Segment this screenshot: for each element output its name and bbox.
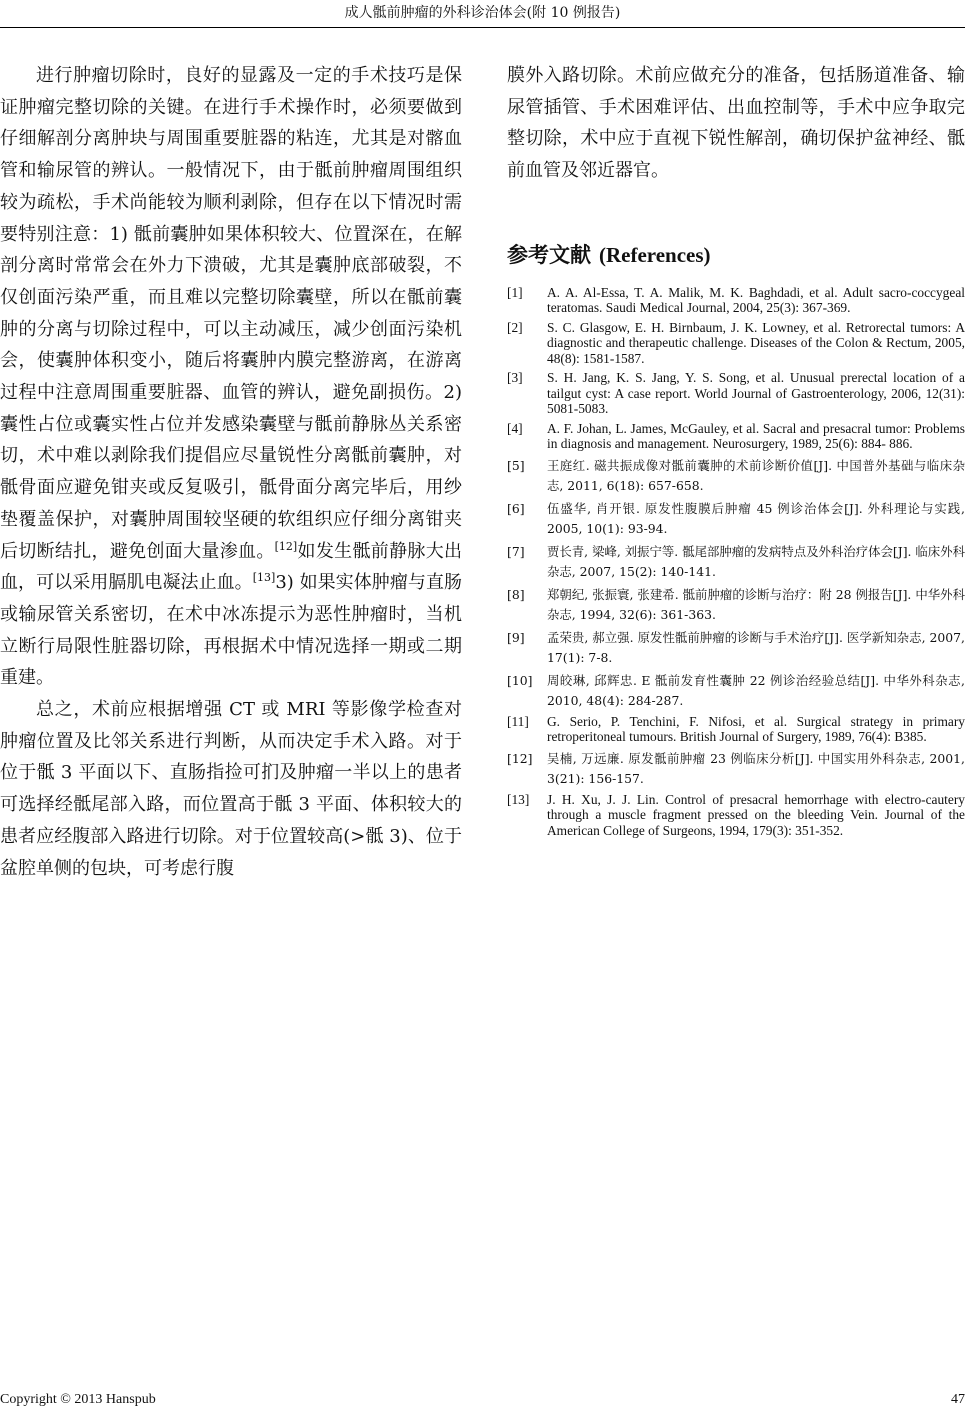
paragraph-text: 如发生骶前静脉大出血，可以采用膈肌电凝法止血。 xyxy=(0,540,463,594)
reference-number: [4] xyxy=(507,420,523,436)
reference-item xyxy=(507,671,965,712)
body-paragraph: 膜外入路切除。术前应做充分的准备，包括肠道准备、输尿管插管、手术困难评估、出血控制等，手术中应争取完整切除，术中应于直视下锐性解剖，确切保护盆神经、骶前血管及邻近器官。 xyxy=(507,65,965,182)
reference-text: S. H. Jang, K. S. Jang, Y. S. Song, et al. Unusual prerectal location of a tailgut cyst: A case report. World Journal of Gastroenterology, 2006, 12(31): 5081-5083. xyxy=(547,370,965,417)
reference-text: 伍盛华, 肖开银. 原发性腹膜后肿瘤 45 例诊治体会[J]. 外科理论与实践, 2005, 10(1): 93-94. xyxy=(547,500,965,537)
reference-text: J. H. Xu, J. J. Lin. Control of presacral hemorrhage with electro-cautery through a muscle fragment pressed on the bleeding Vein. Journal of the American College of Surgeons, 1994, 179(3): 351-352. xyxy=(547,791,965,838)
reference-item xyxy=(507,370,965,417)
reference-number: [5] xyxy=(507,457,525,473)
reference-text: 王庭红. 磁共振成像对骶前囊肿的术前诊断价值[J]. 中国普外基础与临床杂志, 2011, 6(18): 657-658. xyxy=(547,457,965,494)
reference-text: G. Serio, P. Tenchini, F. Nifosi, et al. Surgical strategy in primary retroperitoneal tumours. British Journal of Surgery, 1989, 76(4): B385. xyxy=(547,713,965,745)
body-paragraph: 总之，术前应根据增强 CT 或 MRI 等影像学检查对肿瘤位置及比邻关系进行判断，从而决定手术入路。对于位于骶 3 平面以下、直肠指捡可扪及肿瘤一半以上的患者可选择经骶尾部入路，而位置高于骶 3 平面、体积较大的患者应经腹部入路进行切除。对于位置较高(>骶 3)、位于盆腔单侧的包块，可考虑行腹 xyxy=(0,699,462,879)
reference-number: [9] xyxy=(507,629,525,645)
reference-item xyxy=(507,628,965,669)
reference-item xyxy=(507,285,965,316)
reference-number: [10] xyxy=(507,672,533,688)
references-heading-cn: 参考文献 xyxy=(507,241,591,267)
reference-number: [13] xyxy=(507,791,530,807)
reference-number: [7] xyxy=(507,543,525,559)
reference-text: S. C. Glasgow, E. H. Birnbaum, J. K. Lowney, et al. Retrorectal tumors: A diagnostic and therapeutic challenge. Diseases of the Colon & Rectum, 2005, 48(8): 1581-1587. xyxy=(547,319,965,366)
reference-text: 吴楠, 万远廉. 原发骶前肿瘤 23 例临床分析[J]. 中国实用外科杂志, 2001, 3(21): 156-157. xyxy=(547,750,965,787)
reference-item xyxy=(507,792,965,839)
reference-number: [8] xyxy=(507,586,525,602)
reference-number: [11] xyxy=(507,713,529,729)
reference-text: 周皎琳, 邱辉忠. E 骶前发育性囊肿 22 例诊治经验总结[J]. 中华外科杂志, 2010, 48(4): 284-287. xyxy=(547,672,965,709)
reference-item xyxy=(507,320,965,367)
running-header: 成人骶前肿瘤的外科诊治体会(附 10 例报告) xyxy=(344,5,621,21)
reference-text: A. F. Johan, L. James, McGauley, et al. Sacral and presacral tumor: Problems in diagnosis and management. Neurosurgery, 1989, 25(6): 884- 886. xyxy=(547,420,965,452)
page-number: 47 xyxy=(951,1392,965,1407)
reference-list xyxy=(507,285,965,839)
reference-item xyxy=(507,456,965,497)
reference-text: 贾长青, 梁峰, 刘振宁等. 骶尾部肿瘤的发病特点及外科治疗体会[J]. 临床外科杂志, 2007, 15(2): 140-141. xyxy=(547,543,965,580)
reference-number: [6] xyxy=(507,500,525,516)
citation-13[interactable]: [13] xyxy=(252,571,276,585)
reference-item xyxy=(507,499,965,540)
right-column xyxy=(507,60,965,842)
paragraph-text: 进行肿瘤切除时，良好的显露及一定的手术技巧是保证肿瘤完整切除的关键。在进行手术操作时，必须要做到仔细解剖分离肿块与周围重要脏器的粘连，尤其是对髂血管和输尿管的辨认。一般情况下，由于骶前肿瘤周围组织较为疏松，手术尚能较为顺利剥除，但存在以下情况时需要特别注意：1) 骶前囊肿如果体积较大、位置深在，在解剖分离时常常会在外力下溃破，尤其是囊肿底部破裂，不仅创面污染严重，而且难以完整切除囊壁，所以在骶前囊肿的分离与切除过程中，可以主动减压，减少创面污染机会，使囊肿体积变小，随后将囊肿内膜完整游离，在游离过程中注意周围重要脏器、血管的辨认，避免副损伤。2) 囊性占位或囊实性占位并发感染囊壁与骶前静脉丛关系密切，术中难以剥除我们提倡应尽量锐性分离骶前囊肿，对骶骨面应避免钳夹或反复吸引，骶骨面分离完毕后，用纱垫覆盖保护，对囊肿周围较坚硬的软组织应仔细分离钳夹后切断结扎，避免创面大量渗血。 xyxy=(0,65,462,562)
reference-number: [2] xyxy=(507,319,523,335)
reference-text: 孟荣贵, 郝立强. 原发性骶前肿瘤的诊断与手术治疗[J]. 医学新知杂志, 2007, 17(1): 7-8. xyxy=(547,629,965,666)
reference-number: [12] xyxy=(507,750,533,766)
paragraph-text: 3) 如果实体肿瘤与直肠或输尿管关系密切，在术中冰冻提示为恶性肿瘤时，当机立断行局限性脏器切除，再根据术中情况选择一期或二期重建。 xyxy=(0,572,462,689)
citation-12[interactable]: [12] xyxy=(274,539,298,553)
footer-copyright: Copyright © 2013 Hanspub xyxy=(0,1392,156,1407)
references-heading-en: (References) xyxy=(599,242,711,267)
reference-item xyxy=(507,714,965,745)
references-heading xyxy=(507,241,965,269)
reference-number: [3] xyxy=(507,370,523,386)
reference-text: A. A. Al-Essa, T. A. Malik, M. K. Baghdadi, et al. Adult sacro-coccygeal teratomas. Saudi Medical Journal, 2004, 25(3): 367-369. xyxy=(547,284,965,316)
reference-item xyxy=(507,542,965,583)
header-rule xyxy=(0,27,965,28)
body-paragraph xyxy=(0,60,462,694)
reference-number: [1] xyxy=(507,284,523,300)
reference-text: 郑朝纪, 张振寰, 张建希. 骶前肿瘤的诊断与治疗：附 28 例报告[J]. 中华外科杂志, 1994, 32(6): 361-363. xyxy=(547,586,965,623)
reference-item xyxy=(507,421,965,452)
left-column xyxy=(0,60,462,884)
reference-item xyxy=(507,749,965,790)
reference-item xyxy=(507,585,965,626)
